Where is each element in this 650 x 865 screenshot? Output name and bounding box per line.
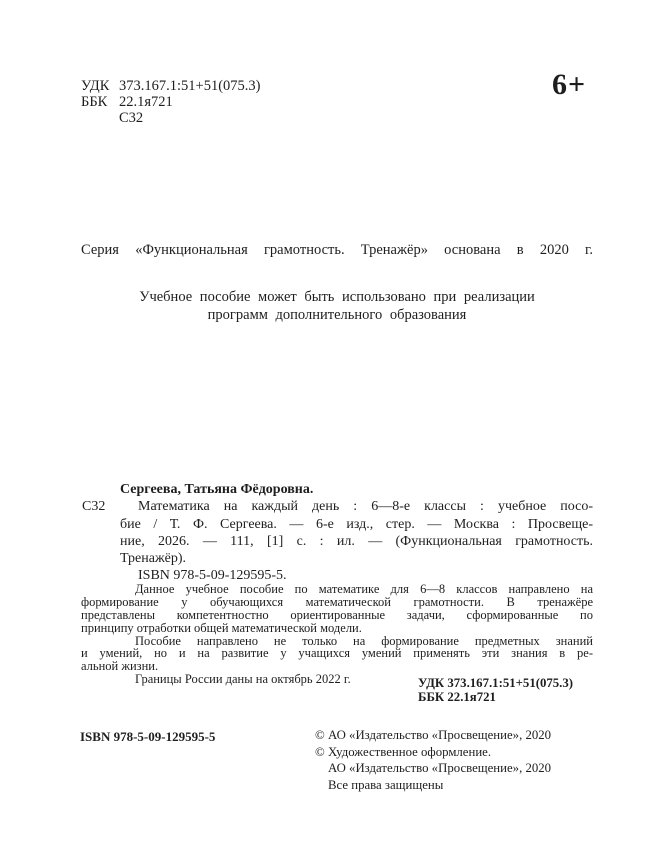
copyright-block (315, 727, 551, 793)
copyright-text: Все права защищены (328, 777, 444, 792)
udk-code-bottom: УДК 373.167.1:51+51(075.3) (418, 676, 574, 690)
bottom-codes-block (418, 677, 573, 704)
catalog-card (81, 481, 593, 585)
annotation-line: принципу отработки общей математической модели. (81, 620, 362, 635)
copyright-line (315, 777, 551, 794)
copyright-line (315, 760, 551, 777)
annotation-line: формирование у обучающихся математической грамотности. В тренажёре (81, 594, 593, 609)
catalog-margin-code: С32 (82, 499, 106, 514)
age-rating-badge: 6+ (552, 68, 587, 101)
bbk-code-bottom: ББК 22.1я721 (418, 689, 496, 704)
bibliographic-description (120, 498, 593, 567)
description-line: Тренажёр). (120, 551, 186, 567)
copyright-line (315, 727, 551, 744)
annotation-line: альной жизни. (81, 659, 159, 674)
copyright-text: Художественное оформление. (328, 744, 492, 759)
copyright-symbol: © (315, 744, 325, 759)
author-heading: Сергеева, Татьяна Фёдоровна. (120, 482, 314, 497)
annotation-line: представлены компетентностно ориентированные задачи, сформированные по (81, 607, 593, 622)
copyright-line (315, 744, 551, 761)
series-note: Серия «Функциональная грамотность. Тренажёр» основана в 2020 г. (81, 242, 593, 258)
description-line: ние, 2026. — 111, [1] с. : ил. — (Функциональная грамотность. (120, 533, 593, 549)
bbk-label: ББК (81, 94, 108, 111)
udk-value: 373.167.1:51+51(075.3) (119, 78, 261, 94)
usage-note-line2: программ дополнительного образования (207, 306, 467, 323)
annotation-line: и умений, но и на развитие у учащихся умений применять эти знания в ре- (81, 646, 593, 661)
copyright-text: АО «Издательство «Просвещение», 2020 (328, 728, 552, 742)
bbk-code (81, 94, 261, 110)
udk-label: УДК (81, 78, 110, 94)
udk-code (81, 78, 261, 94)
isbn-footer: ISBN 978-5-09-129595-5 (80, 729, 216, 744)
borders-note: Границы России даны на октябрь 2022 г. (135, 672, 351, 687)
description-line: Математика на каждый день : 6—8-е классы : учебное посо- (138, 499, 593, 515)
bbk-value: 22.1я721 (119, 94, 173, 111)
usage-note-line1: Учебное пособие может быть использовано при реализации (139, 289, 535, 305)
annotation-line: Пособие направлено не только на формирование предметных знаний (135, 633, 593, 648)
top-codes-block (81, 78, 261, 127)
annotation-line: Данное учебное пособие по математике для 6—8 классов направлено на (135, 582, 593, 596)
author-sign-row (81, 110, 261, 126)
annotation-block (81, 583, 593, 686)
isbn-line: ISBN 978-5-09-129595-5. (138, 568, 287, 584)
copyright-symbol: © (315, 728, 325, 742)
usage-note (81, 289, 593, 324)
copyright-text: АО «Издательство «Просвещение», 2020 (328, 761, 552, 776)
author-sign: С32 (119, 110, 144, 127)
description-line: бие / Т. Ф. Сергеева. — 6-е изд., стер. — Москва : Просвеще- (120, 516, 593, 532)
